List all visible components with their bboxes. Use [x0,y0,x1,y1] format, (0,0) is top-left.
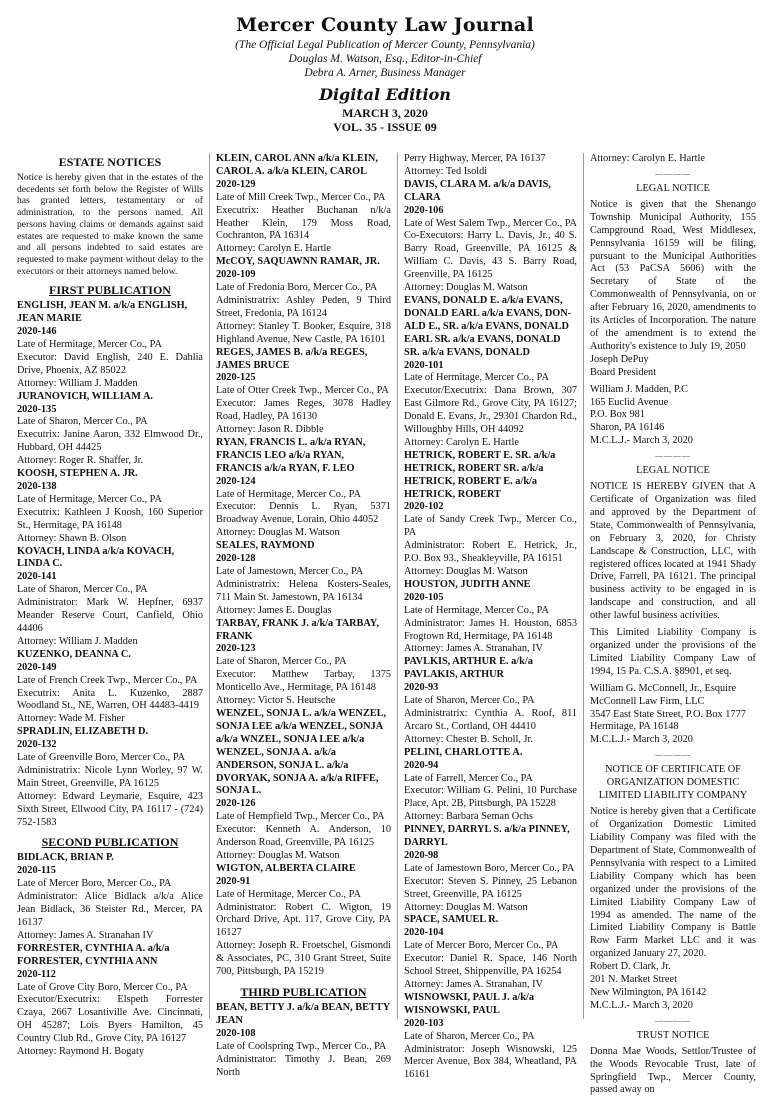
estate-name: McCOY, SAQUAWNN RAMAR, JR. [216,256,380,268]
estate-name: SPRADLIN, ELIZABETH D. [17,726,149,738]
estate-detail: Executor: William G. Pelini, 10 Purchase Place, Apt. 2B, Pittsburgh, PA 15228 [404,785,577,810]
legal-notice-signature [590,354,756,380]
estate-name: KUZENKO, DEANNA C. [17,648,131,660]
notice-line: 201 N. Market Street [590,974,677,986]
estate-detail: Late of Hermitage, Mercer Co., PA [216,888,361,900]
estate-name: 2020-91 [216,875,251,887]
divider: ———— [655,451,691,461]
estate-name: REGES, JAMES B. a/k/a REGES, JAMES BRUCE [216,346,368,371]
notice-line: New Wilmington, PA 16142 [590,986,707,998]
estate-detail: Late of Jamestown, Mercer Co., PA [216,566,364,577]
estate-name: 2020-135 [17,403,57,415]
estate-name: 2020-109 [216,269,256,281]
estate-detail: Administrator: James H. Houston, 6853 Frogtown Rd, Hermitage, PA 16148 [404,617,577,642]
estate-detail: Attorney: Raymond H. Bogaty [17,1046,144,1058]
estate-detail: Late of Sharon, Mercer Co., PA [17,584,148,596]
notice-line: William J. Madden, P.C [590,383,688,395]
estate-detail: Executor: Kenneth A. Anderson, 10 Anderson Road, Greenville, PA 16125 [216,824,391,849]
notice-line: Robert D. Clark, Jr. [590,961,671,973]
notice-line: 3547 East State Street, P.O. Box 1777 [590,708,746,720]
estate-detail: Attorney: Chester B. Scholl, Jr. [404,733,533,745]
legal-notice-attorney [590,384,756,449]
estate-detail: Administrator: Mark W. Hepfner, 6937 Meander Reserve Court, Canfield, Ohio 44406 [17,597,203,634]
estate-detail: Co-Executors: Harry L. Davis, Jr., 40 S. Barry Road, Greenville, PA 16125 & William C. Davis, 43 S. Barry Road, Greenville, PA 16125 [404,230,577,281]
legal-notice-body: Notice is given that the Shenango Township Municipal Authority, 155 Campground Road, West Middlesex, Pennsylvania 16159 will be filing, pursuant to the Municipal Authorities Act (53 PaCSA 5606) with the Secretary of State of the Commonwealth of Pennsylvania, on or after February 16, 2020, amendments to its Articles of Incorporation. The nature of the amendment is to extend the Authority's existence to July 19, 2050 [590,198,756,352]
estate-detail: Perry Highway, Mercer, PA 16137 [404,153,546,164]
estate-detail: Attorney: Victor S. Heutsche [216,695,336,707]
estate-detail: Administrator: Robert C. Wigton, 19 Orchard Drive, Apt. 117, Grove City, PA 16127 [216,901,391,939]
estate-detail: Late of Fredonia Boro, Mercer Co., PA [216,282,378,294]
divider: ———— [655,1015,691,1025]
notice-line: William G. McConnell, Jr., Esquire [590,682,737,694]
trust-notice-heading: TRUST NOTICE [636,1029,710,1041]
third-publication-list [216,1002,391,1079]
estate-detail: Attorney: Joseph R. Froetschel, Gismondi & Associates, PC, 310 Grant Street, Suite 700, Pittsburgh, PA 15219 [216,940,391,978]
estate-detail: Executrix: Anita L. Kuzenko, 2887 Woodland St., NE, Warren, OH 44483-4419 [17,687,203,712]
estate-detail: Attorney: Edward Leymarie, Esquire, 423 Sixth Street, Ellwood City, PA 16117 - (724) 752-1583 [17,790,203,828]
estate-detail: Attorney: James A. Stranahan IV [17,929,154,941]
estate-name: PINNEY, DARRYL S. a/k/a PINNEY, DARRYL [404,824,570,849]
estate-name: 2020-94 [404,759,439,771]
estate-detail: Late of Mill Creek Twp., Mercer Co., PA [216,191,386,203]
estate-detail: Late of Grove City Boro, Mercer Co., PA [17,981,188,993]
notice-line: M.C.L.J.- March 3, 2020 [590,435,693,447]
masthead [0,12,770,134]
notice-line: Hermitage, PA 16148 [590,721,679,733]
estate-detail: Executor: James Reges, 3078 Hadley Road, Hadley, PA 16130 [216,398,391,423]
second-publication-heading: SECOND PUBLICATION [41,835,179,850]
estate-detail: Administratrix: Cynthia A. Roof, 811 Arcaro St., Cortland, OH 44410 [404,707,577,732]
notice-line: McConnell Law Firm, LLC [590,695,705,707]
estate-name: 2020-115 [17,865,56,877]
estate-name: JURANOVICH, WILLIAM A. [17,390,153,402]
estate-name: 2020-103 [404,1017,444,1029]
estate-detail: Executrix: Janine Aaron, 332 Elmwood Dr., Hubbard, OH 44425 [17,429,203,454]
notice-line: Board President [590,366,657,378]
estate-detail: Executor/Executrix: Dana Brown, 307 East Gilmore Rd., Grove City, PA 16127; Donald E. Evans, Jr., 29301 Chardon Rd., Willoughby Hills, OH 44092 [404,385,577,436]
notice-line: Sharon, PA 16146 [590,422,665,434]
estate-detail: Executor: Steven S. Pinney, 25 Lebanon Street, Greenville, PA 16125 [404,875,577,900]
estate-detail: Administrator: Timothy J. Bean, 269 North [216,1053,391,1078]
estate-detail: Attorney: Stanley T. Booker, Esquire, 318 Highland Avenue, New Castle, PA 16101 [216,320,391,345]
estate-name: 2020-108 [216,1027,256,1039]
estate-detail: Late of Hermitage, Mercer Co., PA [404,604,549,616]
estate-name: WENZEL, SONJA L. a/k/a WENZEL, SONJA LEE a/k/a WENZEL, SONJA a/k/a WNZEL, SONJA LEE a/k/a WENZEL, SONJA A. a/k/a ANDERSON, SONJA L. a/k/a DVORYAK, SONJA A. a/k/a RIFFE, SONJA L. [216,707,387,797]
estate-detail: Attorney: James E. Douglas [216,604,332,616]
estate-name: 2020-112 [17,968,56,980]
estate-detail: Executor: Daniel R. Space, 146 North School Street, Shippenville, PA 16254 [404,953,577,978]
estate-detail: Executor: David English, 240 E. Dahlia Drive, Phoenix, AZ 85022 [17,351,203,376]
estate-name: ENGLISH, JEAN M. a/k/a ENGLISH, JEAN MARIE [17,300,188,325]
estate-name: 2020-93 [404,682,439,694]
estate-name: FORRESTER, CYNTHIA A. a/k/a FORRESTER, CYNTHIA ANN [17,942,170,967]
issue-date: MARCH 3, 2020 [342,106,428,120]
estate-name: 2020-98 [404,849,439,861]
edition-label: Digital Edition [319,85,451,104]
estate-detail: Administratrix: Nicole Lynn Worley, 97 W. Main Street, Greenville, PA 16125 [17,764,203,789]
estate-detail: Attorney: Ted Isoldi [404,165,488,177]
estate-notices-heading: ESTATE NOTICES [58,155,162,169]
estate-name: 2020-132 [17,739,57,751]
legal-notice-heading: LEGAL NOTICE [636,182,710,194]
editor-line: Douglas M. Watson, Esq., Editor-in-Chief [288,53,482,65]
estate-name: EVANS, DONALD E. a/k/a EVANS, DONALD EARL a/k/a EVANS, DON-ALD E., SR. a/k/a EVANS, DONALD EARL SR. a/k/a EVANS, DONALD SR. a/k/a EVANS, DONALD [404,294,572,358]
notice-line: 165 Euclid Avenue [590,396,669,408]
estate-name: PAVLKIS, ARTHUR E. a/k/a PAVLAKIS, ARTHUR [404,656,533,681]
estate-detail: Attorney: Carolyn E. Hartle [216,243,331,255]
estate-name: RYAN, FRANCIS L. a/k/a RYAN, FRANCIS LEO a/k/a RYAN, FRANCIS a/k/a RYAN, F. LEO [216,436,366,474]
estate-detail: Attorney: William J. Madden [17,635,138,647]
estate-name: 2020-138 [17,481,57,493]
estate-name: SEALES, RAYMOND [216,540,315,552]
estate-detail: Executor: Matthew Tarbay, 1375 Monticello Ave., Hermitage, PA 16148 [216,669,391,694]
estate-detail: Administrator: Alice Bidlack a/k/a Alice Jean Bidlack, 36 Steister Rd., Mercer, PA 16137 [17,891,203,929]
estate-detail: Attorney: William J. Madden [17,377,138,389]
estate-name: 2020-141 [17,571,57,583]
estate-name: BEAN, BETTY J. a/k/a BEAN, BETTY JEAN [216,1002,390,1026]
column-1 [15,153,209,1058]
certificate-notice-attorney [590,961,756,1013]
estate-detail: Late of Sharon, Mercer Co., PA [404,1030,535,1042]
estate-detail: Late of Greenville Boro, Mercer Co., PA [17,752,186,764]
notice-line: Joseph DePuy [590,353,649,365]
estate-detail: Late of Hermitage, Mercer Co., PA [17,493,162,505]
column-3 [397,153,583,1081]
column-2 [209,153,397,1078]
estate-detail: Attorney: Douglas M. Watson [404,282,528,294]
notice-line: M.C.L.J.- March 3, 2020 [590,734,693,746]
attorney-line: Attorney: Carolyn E. Hartle [590,153,705,164]
legal-notice-body: NOTICE IS HEREBY GIVEN that A Certificate of Organization was filed and approved by the Department of State, Commonwealth of Pennsylvania, on February 3, 2020, for Christy Landscape & Construction, LLC, with registered offices located at 1941 Shady Drive, Farrell, PA 16121. The principal business activity to be engaged in is landscape and construction, and all other lawful business activities. [590,481,756,622]
notice-columns [15,153,756,1096]
estate-detail: Late of Hermitage, Mercer Co., PA [216,488,361,500]
estate-detail: Late of Sharon, Mercer Co., PA [404,695,535,707]
subtitle: (The Official Legal Publication of Mercer County, Pennsylvania) [235,39,535,51]
estate-detail: Late of Coolspring Twp., Mercer Co., PA [216,1040,387,1052]
estate-detail: Late of Mercer Boro, Mercer Co., PA [17,878,172,890]
estate-name: DAVIS, CLARA M. a/k/a DAVIS, CLARA [404,178,551,203]
estate-detail: Executor: Dennis L. Ryan, 5371 Broadway Avenue, Lorain, Ohio 44052 [216,501,391,526]
estate-detail: Attorney: Barbara Seman Ochs [404,811,533,823]
third-publication-list-cont [404,153,577,1082]
notice-line: P.O. Box 981 [590,409,645,421]
estate-name: 2020-125 [216,372,256,384]
estate-name: SPACE, SAMUEL R. [404,914,499,926]
estate-detail: Late of Otter Creek Twp., Mercer Co., PA [216,385,389,397]
estate-detail: Late of Sharon, Mercer Co., PA [17,416,148,428]
estate-detail: Attorney: James A. Stranahan, IV [404,979,543,990]
divider: ———— [655,168,691,178]
estate-detail: Late of Sharon, Mercer Co., PA [216,656,347,668]
estate-detail: Administrator: Joseph Wisnowski, 125 Mercer Avenue, Box 384, Wheatland, PA 16161 [404,1043,577,1081]
journal-title: Mercer County Law Journal [236,14,534,36]
first-publication-heading: FIRST PUBLICATION [49,283,171,298]
estate-name: 2020-129 [216,178,256,190]
legal-notice-attorney [590,683,756,748]
divider: ———— [655,750,691,760]
estate-detail: Attorney: Douglas M. Watson [216,527,340,539]
estate-detail: Administratrix: Ashley Peden, 9 Third Street, Fredonia, PA 16124 [216,294,391,319]
estate-detail: Administrator: Robert E. Hetrick, Jr., P.O. Box 93., Sheakleyville, PA 16151 [404,540,577,565]
estate-detail: Administratrix: Helena Kosters-Seales, 711 Main St. Jamestown, PA 16134 [216,578,391,603]
second-publication-list [17,852,203,1059]
estate-detail: Attorney: Roger R. Shaffer, Jr. [17,455,144,467]
third-publication-heading: THIRD PUBLICATION [240,985,367,999]
estate-name: 2020-106 [404,204,444,216]
estate-name: KOVACH, LINDA a/k/a KOVACH, LINDA C. [17,545,175,570]
estate-detail: Executrix: Heather Buchanan n/k/a Heather Klein, 179 Moss Road, Cochranton, PA 16314 [216,204,391,242]
trust-notice-body: Donna Mae Woods, Settlor/Trustee of the Woods Revocable Trust, late of Springfield Twp., Mercer County, passed away on [590,1045,756,1096]
certificate-notice-heading: NOTICE OF CERTIFICATE OF ORGANIZATION DOMESTIC LIMITED LIABILITY COMPANY [598,764,748,802]
estate-detail: Executrix: Kathleen J Koosh, 160 Superior St., Hermitage, PA 16148 [17,506,203,531]
first-publication-list-cont [216,153,391,979]
estate-detail: Attorney: Carolyn E. Hartle [404,436,519,448]
estate-name: PELINI, CHARLOTTE A. [404,746,523,758]
estate-detail: Attorney: Shawn B. Olson [17,532,127,544]
estate-name: KLEIN, CAROL ANN a/k/a KLEIN, CAROL A. a/k/a KLEIN, CAROL [216,153,378,177]
estate-detail: Late of Hermitage, Mercer Co., PA [17,339,162,351]
estate-detail: Executor/Executrix: Elspeth Forrester Czaya, 2667 Losantiville Ave. Cincinnati, OH 45287; Lois Byers Hamilton, 45 Country Club Rd., Grove City, PA 16127 [17,994,203,1045]
estate-notices-intro: Notice is hereby given that in the estates of the decedents set forth below the Register of Wills has granted letters, testamentary or of administration, to the persons named. All persons having claims or demands against said estates are requested to make known the same and all persons indebted to said estates are requested to make payment without delay to the executors or their attorneys named below. [17,172,203,277]
estate-name: 2020-104 [404,927,444,939]
estate-name: 2020-126 [216,798,256,810]
volume-issue: VOL. 35 - ISSUE 09 [333,120,437,134]
estate-name: HOUSTON, JUDITH ANNE [404,578,531,590]
legal-notice-body-2: This Limited Liability Company is organized under the provisions of the Limited Liability Company Law of 1994, 15 Pa. C.S.A. §8901, et seq. [590,627,756,677]
estate-name: 2020-105 [404,591,444,603]
column-4 [583,153,756,1096]
estate-name: 2020-146 [17,326,57,338]
estate-detail: Late of Hermitage, Mercer Co., PA [404,372,549,384]
estate-detail: Late of Hempfield Twp., Mercer Co., PA [216,811,385,823]
estate-name: WIGTON, ALBERTA CLAIRE [216,862,356,874]
estate-detail: Late of Sandy Creek Twp., Mercer Co., PA [404,514,577,539]
estate-name: 2020-101 [404,359,444,371]
estate-detail: Late of West Salem Twp., Mercer Co., PA [404,217,577,229]
certificate-notice-body: Notice is hereby given that a Certificate of Organization Domestic Limited Liability Company was filed with the Department of State, Commonwealth of Pennsylvania with respect to a Limited Liability Company which has been organized under the provisions of the Limited Liability Company Law of 1994 as amended. The name of the Limited Liability Company is Battle Row Farm Market LLC and it was organized January 27, 2020. [590,806,756,960]
estate-detail: Late of French Creek Twp., Mercer Co., PA [17,674,198,686]
estate-detail: Late of Mercer Boro, Mercer Co., PA [404,940,559,952]
estate-detail: Attorney: Wade M. Fisher [17,713,125,725]
estate-detail: Late of Farrell, Mercer Co., PA [404,772,533,784]
estate-name: 2020-149 [17,661,57,673]
estate-detail: Attorney: Jason R. Dibble [216,424,324,436]
estate-detail: Attorney: James A. Stranahan, IV [404,643,543,655]
estate-name: HETRICK, ROBERT E. SR. a/k/a HETRICK, ROBERT SR. a/k/a HETRICK, ROBERT E. a/k/a HETRICK, ROBERT [404,449,556,500]
estate-detail: Attorney: Douglas M. Watson [404,566,528,577]
estate-name: 2020-128 [216,553,256,565]
estate-name: 2020-124 [216,475,256,487]
estate-name: 2020-102 [404,501,444,513]
estate-detail: Attorney: Douglas M. Watson [404,901,528,913]
legal-notice-heading: LEGAL NOTICE [636,465,710,477]
manager-line: Debra A. Arner, Business Manager [304,67,466,79]
estate-detail: Late of Jamestown Boro, Mercer Co., PA [404,862,575,874]
estate-name: TARBAY, FRANK J. a/k/a TARBAY, FRANK [216,617,379,642]
estate-name: 2020-123 [216,643,256,655]
estate-name: KOOSH, STEPHEN A. JR. [17,468,138,480]
notice-line: M.C.L.J.- March 3, 2020 [590,999,693,1011]
estate-name: WISNOWSKI, PAUL J. a/k/a WISNOWSKI, PAUL [404,991,534,1016]
first-publication-list [17,300,203,829]
estate-detail: Attorney: Douglas M. Watson [216,849,340,861]
estate-name: BIDLACK, BRIAN P. [17,852,114,864]
